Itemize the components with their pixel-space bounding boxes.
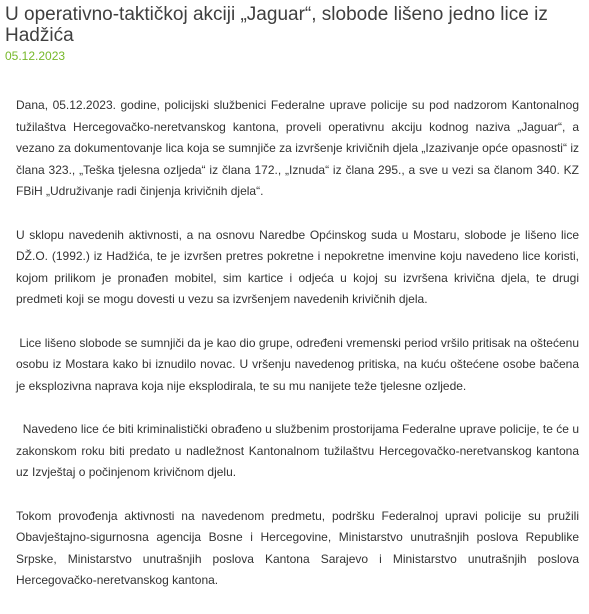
article-paragraph: Dana, 05.12.2023. godine, policijski službenici Federalne uprave policije su pod nadzorom Kantonalnog tužilaštva Hercegovačko-neretvanskog kantona, proveli operativnu akciju kodnog naziva „Jaguar“, a vezano za dokumentovanje lica koja se sumnjiče za izvršenje krivičnih djela „Izazivanje opće opasnosti“ iz člana 323., „Teška tjelesna ozljeda“ iz člana 172., „Iznuda“ iz člana 295., a sve u vezi sa članom 340. KZ FBiH „Udruživanje radi činjenja krivičnih djela“. [16, 98, 583, 198]
article-paragraph: Lice lišeno slobode se sumnjiči da je kao dio grupe, određeni vremenski period vršilo pritisak na oštećenu osobu iz Mostara kako bi iznudilo novac. U vršenju navedenog pritiska, na kuću oštećene osobe bačena je eksplozivna naprava koja nije eksplodirala, te su mu nanijete teže tjelesne ozljede. [16, 335, 583, 393]
article-paragraph: U sklopu navedenih aktivnosti, a na osnovu Naredbe Općinskog suda u Mostaru, slobode je lišeno lice DŽ.O. (1992.) iz Hadžića, te je izvršen pretres pokretne i nepokretne imenvine koju navedeno lice koristi, kojom prilikom je pronađen mobitel, sim kartice i odjeća u kojoj su izvršena krivična djela, te drugi predmeti koji se mogu dovesti u vezu sa izvršenjem navedenih krivičnih djela. [16, 227, 583, 306]
article-header [5, 4, 583, 63]
article-date: 05.12.2023 [5, 49, 66, 63]
article-body [16, 95, 583, 614]
article-paragraph: Tokom provođenja aktivnosti na navedenom predmetu, podršku Federalnoj upravi policije su pružili Obavještajno-sigurnosna agencija Bosne i Hercegovine, Ministarstvo unutrašnjih poslova Republike Srpske, Ministarstvo unutrašnjih poslova Kantona Sarajevo i Ministarstvo unutrašnjih poslova Hercegovačko-neretvanskog kantona. [16, 508, 583, 587]
article-paragraph: Navedeno lice će biti kriminalistički obrađeno u službenim prostorijama Federalne uprave policije, te će u zakonskom roku biti predato u nadležnost Kantonalnom tužilaštvu Hercegovačko-neretvanskog kantona uz Izvještaj o počinjenom krivičnom djelu. [16, 422, 583, 479]
article-title: U operativno-taktičkoj akciji „Jaguar“, slobode lišeno jedno lice iz Hadžića [5, 4, 548, 46]
